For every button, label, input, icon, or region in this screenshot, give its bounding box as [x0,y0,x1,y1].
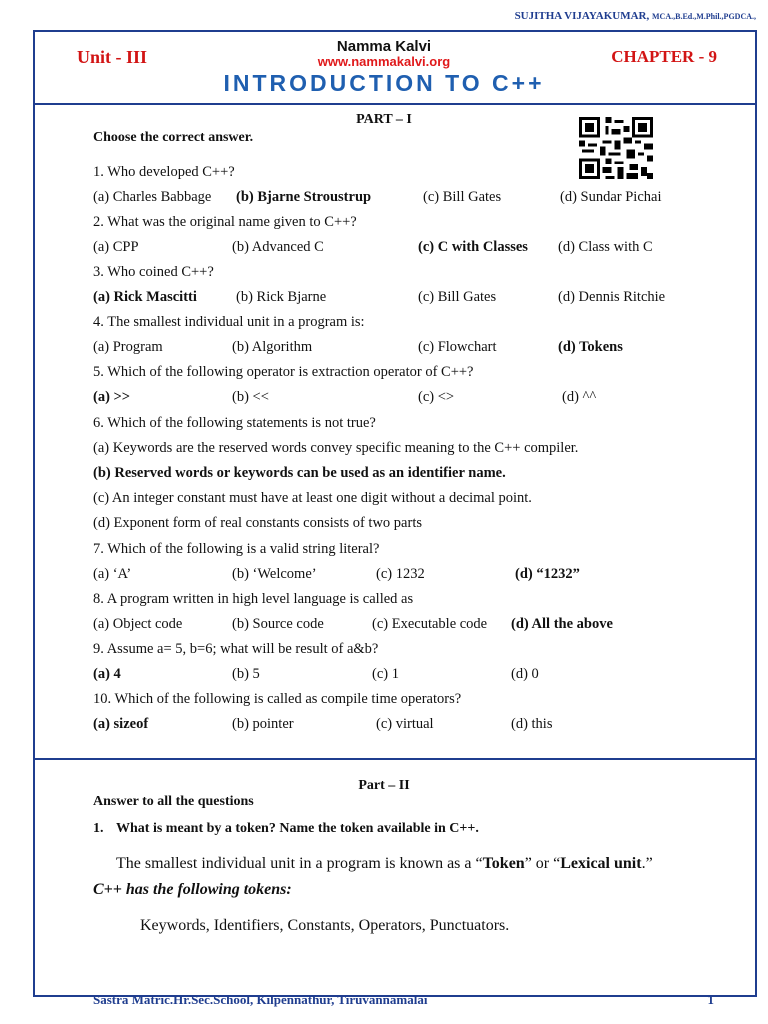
q1-option-c: (c) Bill Gates [423,189,502,205]
q2-option-d: (d) Class with C [558,239,653,255]
q8-option-b: (b) Source code [232,616,324,632]
q3-option-a-answer: (a) Rick Mascitti [93,289,197,305]
q9-option-d: (d) 0 [511,666,539,682]
author-credit [515,10,756,22]
q8-option-a: (a) Object code [93,616,183,632]
question-7: 7. Which of the following is a valid string literal? [93,541,380,557]
author-name: SUJITHA VIJAYAKUMAR, [514,10,650,22]
question-5: 5. Which of the following operator is extraction operator of C++? [93,364,474,380]
question-10: 10. Which of the following is called as compile time operators? [93,691,462,707]
question-4: 4. The smallest individual unit in a program is: [93,314,365,330]
answer-text-mid: ” or “ [524,855,561,872]
q4-option-b: (b) Algorithm [232,339,313,355]
q6-option-c: (c) An integer constant must have at least one digit without a decimal point. [93,490,532,506]
q1-option-a: (a) Charles Babbage [93,189,212,205]
q8-option-d-answer: (d) All the above [511,616,613,632]
site-name: Namma Kalvi [336,38,432,55]
part2-question-text: What is meant by a token? Name the token available in C++. [116,821,479,836]
tokens-heading: C++ has the following tokens: [93,881,292,898]
part1-instruction: Choose the correct answer. [93,130,254,145]
q1-option-d: (d) Sundar Pichai [560,189,662,205]
q5-option-a-answer: (a) >> [93,389,131,405]
q7-option-d-answer: (d) “1232” [515,566,580,582]
question-2: 2. What was the original name given to C++? [93,214,357,230]
part2-heading: Part – II [358,778,410,793]
q10-option-b: (b) pointer [232,716,294,732]
section-divider [33,758,757,760]
question-6: 6. Which of the following statements is not true? [93,415,376,431]
page-number: 1 [707,992,714,1007]
q3-option-c: (c) Bill Gates [418,289,497,305]
author-qualifications: MCA.,B.Ed.,M.Phil.,PGDCA., [652,12,756,21]
q6-option-a: (a) Keywords are the reserved words convey specific meaning to the C++ compiler. [93,440,579,456]
header-divider [33,103,757,105]
q4-option-a: (a) Program [93,339,163,355]
q1-option-b-answer: (b) Bjarne Stroustrup [236,189,372,205]
q10-option-a-answer: (a) sizeof [93,716,149,732]
answer-text-pre: The smallest individual unit in a program is known as a “ [116,855,483,872]
q2-option-b: (b) Advanced C [232,239,324,255]
part2-question-number: 1. [93,821,104,836]
part1-heading: PART – I [356,112,412,127]
footer-school: Sastra Matric.Hr.Sec.School, Kilpennathur, Tiruvannamalai [93,992,428,1007]
unit-label: Unit - III [77,47,148,67]
q10-option-d: (d) this [511,716,553,732]
q3-option-b: (b) Rick Bjarne [236,289,327,305]
q5-option-c: (c) <> [418,389,455,405]
q10-option-c: (c) virtual [376,716,434,732]
q5-option-b: (b) << [232,389,269,405]
q4-option-c: (c) Flowchart [418,339,497,355]
q5-option-d: (d) ^^ [562,389,597,405]
tokens-list: Keywords, Identifiers, Constants, Operators, Punctuators. [140,917,510,934]
q7-option-a: (a) ‘A’ [93,566,132,582]
question-3: 3. Who coined C++? [93,264,214,280]
part2-answer-definition [116,855,653,873]
page-title: INTRODUCTION TO C++ [223,70,545,96]
q3-option-d: (d) Dennis Ritchie [558,289,666,305]
q7-option-b: (b) ‘Welcome’ [232,566,317,582]
q2-option-a: (a) CPP [93,239,139,255]
q9-option-c: (c) 1 [372,666,399,682]
q6-option-d: (d) Exponent form of real constants consists of two parts [93,515,422,531]
question-1: 1. Who developed C++? [93,164,235,180]
chapter-label: CHAPTER - 9 [611,47,717,66]
answer-term-lexical-unit: Lexical unit [560,855,642,872]
answer-term-token: Token [482,855,525,872]
qr-code-icon [578,117,654,179]
question-8: 8. A program written in high level language is called as [93,591,414,607]
part2-question-1 [93,821,479,837]
answer-text-post: .” [641,855,653,872]
q7-option-c: (c) 1232 [376,566,425,582]
site-url: www.nammakalvi.org [317,54,451,69]
q2-option-c-answer: (c) C with Classes [418,239,528,255]
q9-option-b: (b) 5 [232,666,260,682]
q8-option-c: (c) Executable code [372,616,488,632]
question-9: 9. Assume a= 5, b=6; what will be result of a&b? [93,641,379,657]
q9-option-a-answer: (a) 4 [93,666,121,682]
part2-instruction: Answer to all the questions [93,794,254,809]
q4-option-d-answer: (d) Tokens [558,339,623,355]
q6-option-b-answer: (b) Reserved words or keywords can be used as an identifier name. [93,465,506,481]
